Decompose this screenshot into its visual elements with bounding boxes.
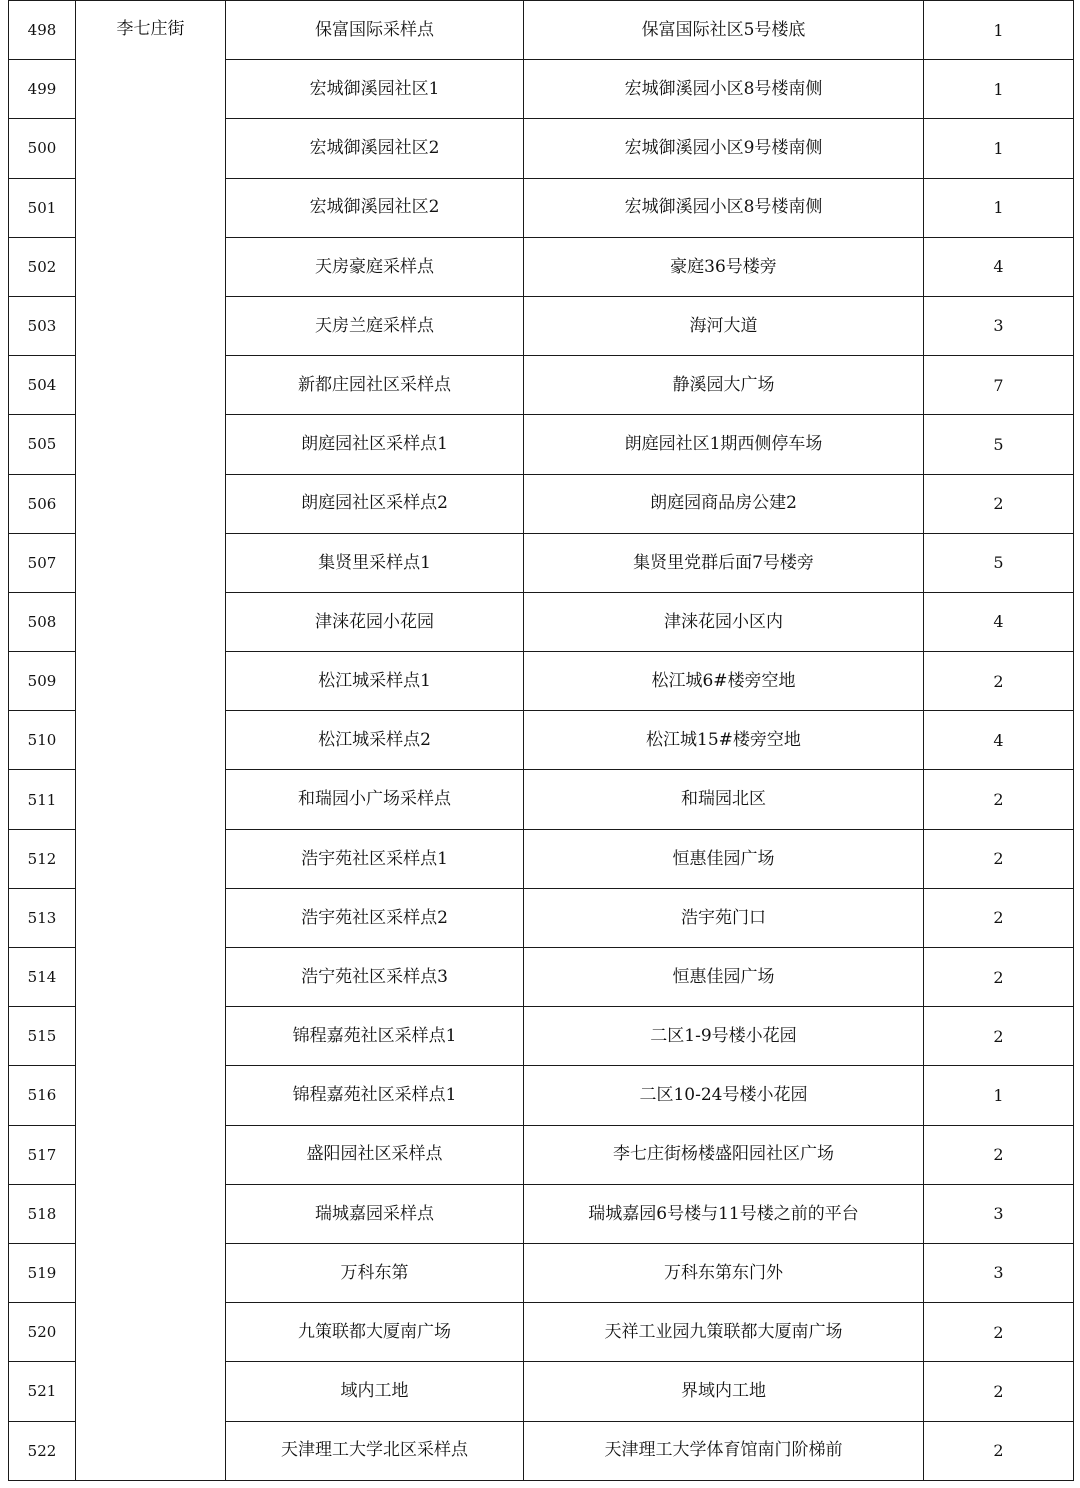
sampling-site-location: 海河大道 <box>524 296 924 355</box>
row-number: 501 <box>9 178 76 237</box>
table-body <box>9 1 1074 1481</box>
sampling-site-location: 宏城御溪园小区8号楼南侧 <box>524 178 924 237</box>
street-name: 李七庄街 <box>76 1 226 1481</box>
row-number: 512 <box>9 829 76 888</box>
sampling-site-name: 宏城御溪园社区2 <box>226 119 524 178</box>
sampling-site-location: 恒惠佳园广场 <box>524 948 924 1007</box>
sampling-station-count: 2 <box>924 652 1074 711</box>
sampling-site-location: 瑞城嘉园6号楼与11号楼之前的平台 <box>524 1184 924 1243</box>
sampling-site-name: 浩宁苑社区采样点3 <box>226 948 524 1007</box>
row-number: 513 <box>9 888 76 947</box>
row-number: 507 <box>9 533 76 592</box>
sampling-station-count: 5 <box>924 533 1074 592</box>
sampling-site-name: 宏城御溪园社区1 <box>226 60 524 119</box>
sampling-site-location: 宏城御溪园小区8号楼南侧 <box>524 60 924 119</box>
sampling-station-count: 2 <box>924 1125 1074 1184</box>
sampling-station-count: 5 <box>924 415 1074 474</box>
sampling-station-count: 2 <box>924 829 1074 888</box>
sampling-site-location: 津涞花园小区内 <box>524 592 924 651</box>
sampling-site-location: 保富国际社区5号楼底 <box>524 1 924 60</box>
sampling-station-count: 2 <box>924 888 1074 947</box>
sampling-station-count: 4 <box>924 237 1074 296</box>
sampling-station-count: 4 <box>924 711 1074 770</box>
sampling-sites-table <box>8 0 1074 1481</box>
sampling-site-name: 新都庄园社区采样点 <box>226 356 524 415</box>
row-number: 517 <box>9 1125 76 1184</box>
row-number: 506 <box>9 474 76 533</box>
sampling-site-location: 松江城15#楼旁空地 <box>524 711 924 770</box>
row-number: 509 <box>9 652 76 711</box>
sampling-site-location: 朗庭园商品房公建2 <box>524 474 924 533</box>
sampling-station-count: 2 <box>924 1421 1074 1480</box>
sampling-station-count: 2 <box>924 770 1074 829</box>
row-number: 516 <box>9 1066 76 1125</box>
sampling-station-count: 2 <box>924 948 1074 1007</box>
sampling-site-name: 九策联都大厦南广场 <box>226 1303 524 1362</box>
sampling-site-location: 静溪园大广场 <box>524 356 924 415</box>
sampling-site-name: 锦程嘉苑社区采样点1 <box>226 1007 524 1066</box>
sampling-site-name: 松江城采样点1 <box>226 652 524 711</box>
sampling-site-location: 宏城御溪园小区9号楼南侧 <box>524 119 924 178</box>
sampling-site-location: 豪庭36号楼旁 <box>524 237 924 296</box>
sampling-site-name: 天津理工大学北区采样点 <box>226 1421 524 1480</box>
row-number: 522 <box>9 1421 76 1480</box>
sampling-site-location: 和瑞园北区 <box>524 770 924 829</box>
sampling-station-count: 1 <box>924 178 1074 237</box>
row-number: 503 <box>9 296 76 355</box>
table-row <box>9 1 1074 60</box>
row-number: 508 <box>9 592 76 651</box>
sampling-station-count: 1 <box>924 60 1074 119</box>
sampling-station-count: 1 <box>924 119 1074 178</box>
sampling-site-name: 和瑞园小广场采样点 <box>226 770 524 829</box>
row-number: 521 <box>9 1362 76 1421</box>
sampling-site-name: 锦程嘉苑社区采样点1 <box>226 1066 524 1125</box>
row-number: 498 <box>9 1 76 60</box>
sampling-site-name: 浩宇苑社区采样点2 <box>226 888 524 947</box>
sampling-site-location: 二区10-24号楼小花园 <box>524 1066 924 1125</box>
sampling-site-location: 浩宇苑门口 <box>524 888 924 947</box>
row-number: 510 <box>9 711 76 770</box>
sampling-site-location: 李七庄街杨楼盛阳园社区广场 <box>524 1125 924 1184</box>
sampling-site-location: 天祥工业园九策联都大厦南广场 <box>524 1303 924 1362</box>
sampling-station-count: 4 <box>924 592 1074 651</box>
sampling-site-name: 松江城采样点2 <box>226 711 524 770</box>
sampling-site-name: 万科东第 <box>226 1243 524 1302</box>
sampling-site-location: 万科东第东门外 <box>524 1243 924 1302</box>
sampling-station-count: 1 <box>924 1 1074 60</box>
sampling-station-count: 3 <box>924 296 1074 355</box>
sampling-station-count: 2 <box>924 1007 1074 1066</box>
sampling-site-location: 二区1-9号楼小花园 <box>524 1007 924 1066</box>
sampling-site-location: 松江城6#楼旁空地 <box>524 652 924 711</box>
sampling-site-location: 界域内工地 <box>524 1362 924 1421</box>
sampling-site-location: 朗庭园社区1期西侧停车场 <box>524 415 924 474</box>
sampling-site-name: 天房豪庭采样点 <box>226 237 524 296</box>
sampling-station-count: 1 <box>924 1066 1074 1125</box>
sampling-site-location: 恒惠佳园广场 <box>524 829 924 888</box>
sampling-site-name: 朗庭园社区采样点1 <box>226 415 524 474</box>
sampling-site-name: 津涞花园小花园 <box>226 592 524 651</box>
row-number: 511 <box>9 770 76 829</box>
sampling-site-location: 天津理工大学体育馆南门阶梯前 <box>524 1421 924 1480</box>
sampling-site-name: 集贤里采样点1 <box>226 533 524 592</box>
sampling-site-name: 瑞城嘉园采样点 <box>226 1184 524 1243</box>
row-number: 518 <box>9 1184 76 1243</box>
sampling-site-name: 域内工地 <box>226 1362 524 1421</box>
row-number: 515 <box>9 1007 76 1066</box>
row-number: 502 <box>9 237 76 296</box>
sampling-site-location: 集贤里党群后面7号楼旁 <box>524 533 924 592</box>
sampling-station-count: 3 <box>924 1243 1074 1302</box>
sampling-site-name: 天房兰庭采样点 <box>226 296 524 355</box>
sampling-station-count: 3 <box>924 1184 1074 1243</box>
sampling-station-count: 7 <box>924 356 1074 415</box>
sampling-site-name: 保富国际采样点 <box>226 1 524 60</box>
row-number: 504 <box>9 356 76 415</box>
sampling-site-name: 浩宇苑社区采样点1 <box>226 829 524 888</box>
sampling-station-count: 2 <box>924 474 1074 533</box>
sampling-site-name: 朗庭园社区采样点2 <box>226 474 524 533</box>
row-number: 519 <box>9 1243 76 1302</box>
row-number: 514 <box>9 948 76 1007</box>
sampling-station-count: 2 <box>924 1303 1074 1362</box>
row-number: 505 <box>9 415 76 474</box>
row-number: 500 <box>9 119 76 178</box>
sampling-site-name: 盛阳园社区采样点 <box>226 1125 524 1184</box>
sampling-station-count: 2 <box>924 1362 1074 1421</box>
sampling-site-name: 宏城御溪园社区2 <box>226 178 524 237</box>
row-number: 520 <box>9 1303 76 1362</box>
row-number: 499 <box>9 60 76 119</box>
